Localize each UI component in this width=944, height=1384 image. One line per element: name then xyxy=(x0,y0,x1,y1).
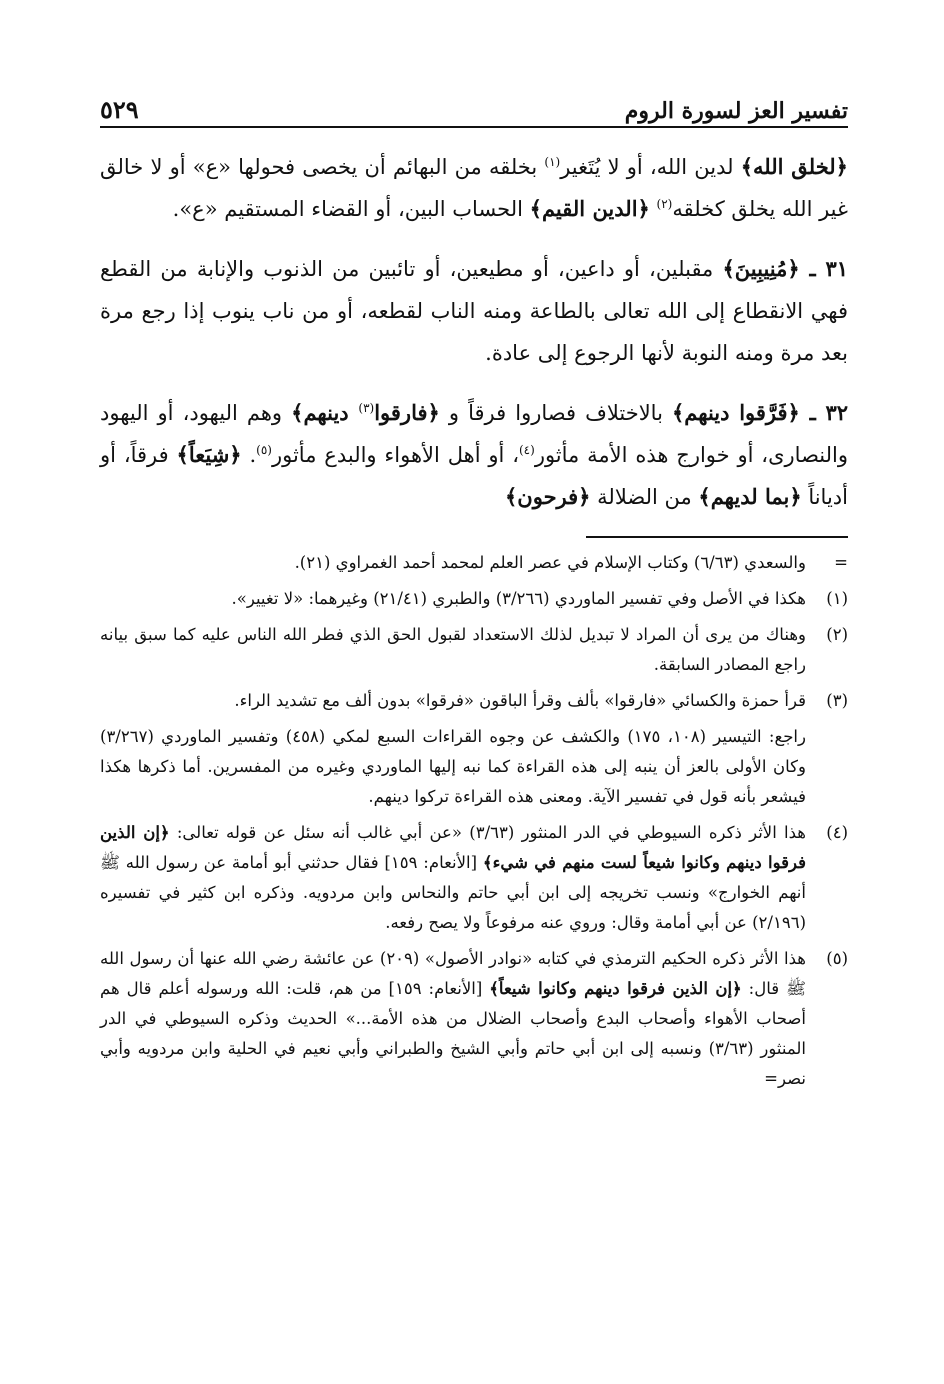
footnote-text: هكذا في الأصل وفي تفسير الماوردي (٣/٢٦٦) والطبري (٢١/٤١) وغيرهما: «لا تغيير». xyxy=(231,589,806,608)
paragraph-verse-32 xyxy=(100,392,848,518)
paragraph-1 xyxy=(100,146,848,230)
footnote-text: قرأ حمزة والكسائي «فارقوا» بألف وقرأ الباقون «فرقوا» بدون ألف مع تشديد الراء. xyxy=(234,691,806,710)
text-run: لدين الله، أو لا يُتَغير xyxy=(560,155,741,179)
text-run: فرقاً، أو أدياناً xyxy=(100,443,848,509)
quran-phrase: ﴿فرحون﴾ xyxy=(505,484,591,509)
footnote-3 xyxy=(100,686,848,716)
footnote-ref-5: (٥) xyxy=(256,443,272,457)
quran-phrase: دينهم﴾ xyxy=(291,400,359,425)
text-run: من الضلالة xyxy=(590,485,699,509)
text-run: . xyxy=(241,443,257,467)
quran-phrase: ﴿الدين القيم﴾ xyxy=(529,196,650,221)
header-rule xyxy=(100,126,848,128)
footnote-text xyxy=(100,818,806,938)
footnote-3-references: راجع: التيسير (١٠٨، ١٧٥) والكشف عن وجوه القراءات السبع لمكي (٤٥٨) وتفسير الماوردي (٣/٢٦٧) وكان الأولى بالعز أن ينبه إلى هذه القراءة كما نبه إليها الماوردي وغيره من المفسرين. أما ذكرها هكذا فيشعر بأنه قول في تفسير الآية. ومعنى هذه القراءة تركوا دينهم. xyxy=(100,727,806,806)
page-header xyxy=(100,84,848,124)
footnote-ref-1: (١) xyxy=(544,155,561,169)
footnote-separator xyxy=(586,536,848,538)
text-run: هذا الأثر ذكره الحكيم الترمذي في كتابه «نوادر الأصول» (٢٠٩) عن عائشة رضي الله عنها أن رسول الله ﷺ قال: xyxy=(100,949,807,998)
footnote-mark: = xyxy=(834,553,848,572)
running-title: تفسير العز لسورة الروم xyxy=(624,98,848,124)
footnote-mark: (٣) xyxy=(826,691,848,710)
page-number: ٥٢٩ xyxy=(100,95,139,124)
quran-phrase: ﴿فَرَّقوا دينهم﴾ xyxy=(672,400,800,425)
text-run: وهم اليهود، أو اليهود والنصارى، أو خوارج هذه الأمة مأثور xyxy=(100,401,848,467)
footnote-ref-2: (٢) xyxy=(656,197,673,211)
footnote-text: والسعدي (٦/٦٣) وكتاب الإسلام في عصر العلم لمحمد أحمد الغمراوي (٢١). xyxy=(294,553,806,572)
text-run: ، أو أهل الأهواء والبدع مأثور xyxy=(271,443,519,467)
quran-phrase: ﴿مُنِيبِينَ﴾ xyxy=(722,256,800,281)
text-run: بخلقه من البهائم أن يخصى فحولها «ع» أو لا خالق غير الله يخلق كخلقه xyxy=(100,155,848,221)
verse-number: ٣٢ ـ xyxy=(799,400,848,425)
paragraph-verse-31 xyxy=(100,248,848,374)
footnote-text: وهناك من يرى أن المراد لا تبديل لذلك الاستعداد لقبول الحق الذي فطر الله الناس عليه كما سبق بيانه راجع المصادر السابقة. xyxy=(100,625,806,674)
text-run: [الأنعام: ١٥٩] من هم، قلت: الله ورسوله أعلم قال هم أصحاب الأهواء وأصحاب البدع وأصحاب الضلال من هذه الأمة...» الحديث وذكره السيوطي في الدر المنثور (٣/٦٣) ونسبه إلى ابن أبي حاتم وأبي الشيخ والطبراني وأبي نعيم في الحلية وابن مردويه وأبي نصر= xyxy=(100,979,806,1088)
text-run xyxy=(650,197,657,221)
quran-phrase: ﴿إن الذين فرقوا دينهم وكانوا شيعاً لست منهم في شيء﴾ xyxy=(100,823,807,872)
text-run: هذا الأثر ذكره السيوطي في الدر المنثور (٣/٦٣) «عن أبي غالب أنه سئل عن قوله تعالى: xyxy=(169,823,807,842)
footnote-ref-3: (٣) xyxy=(358,401,375,415)
text-run: مقبلين، أو داعين، أو مطيعين، أو تائبين من الذنوب والإنابة من القطع فهي الانقطاع إلى الله تعالى بالطاعة ومنه الناب لقطعه، أو من ناب ينوب إذا رجع مرة بعد مرة ومنه النوبة لأنها الرجوع إلى عادة. xyxy=(100,257,848,365)
footnote-mark: (٤) xyxy=(826,823,848,842)
quran-phrase: ﴿بما لديهم﴾ xyxy=(698,484,802,509)
quran-phrase: ﴿لخلق الله﴾ xyxy=(740,154,848,179)
footnote-2 xyxy=(100,620,848,680)
footnote-continuation xyxy=(100,548,848,578)
footnote-text xyxy=(100,944,806,1094)
text-run: [الأنعام: ١٥٩] فقال حدثني أبو أمامة عن رسول الله ﷺ أنهم الخوارج» ونسب تخريجه إلى ابن أبي حاتم والنحاس وابن مردويه. وذكره ابن كثير في تفسيره (٢/١٩٦) عن أبي أمامة وقال: وروي عنه مرفوعاً ولا يصح رفعه. xyxy=(100,853,806,932)
footnote-mark: (٥) xyxy=(826,949,848,968)
footnote-mark: (٢) xyxy=(826,625,848,644)
quran-phrase: ﴿إن الذين فرقوا دينهم وكانوا شيعاً﴾ xyxy=(489,979,742,998)
footnotes xyxy=(100,548,848,1094)
footnote-mark: (١) xyxy=(826,589,848,608)
quran-phrase: ﴿فارقوا xyxy=(374,400,440,425)
footnote-4 xyxy=(100,818,848,938)
footnote-1 xyxy=(100,584,848,614)
main-text xyxy=(100,146,848,518)
book-page xyxy=(100,84,848,1100)
text-run: بالاختلاف فصاروا فرقاً و xyxy=(439,401,672,425)
quran-phrase: ﴿شِيَعاً﴾ xyxy=(176,442,242,467)
text-run: الحساب البين، أو القضاء المستقيم «ع». xyxy=(172,197,530,221)
footnote-ref-4: (٤) xyxy=(518,443,535,457)
footnote-5 xyxy=(100,944,848,1094)
verse-number: ٣١ ـ xyxy=(799,256,848,281)
